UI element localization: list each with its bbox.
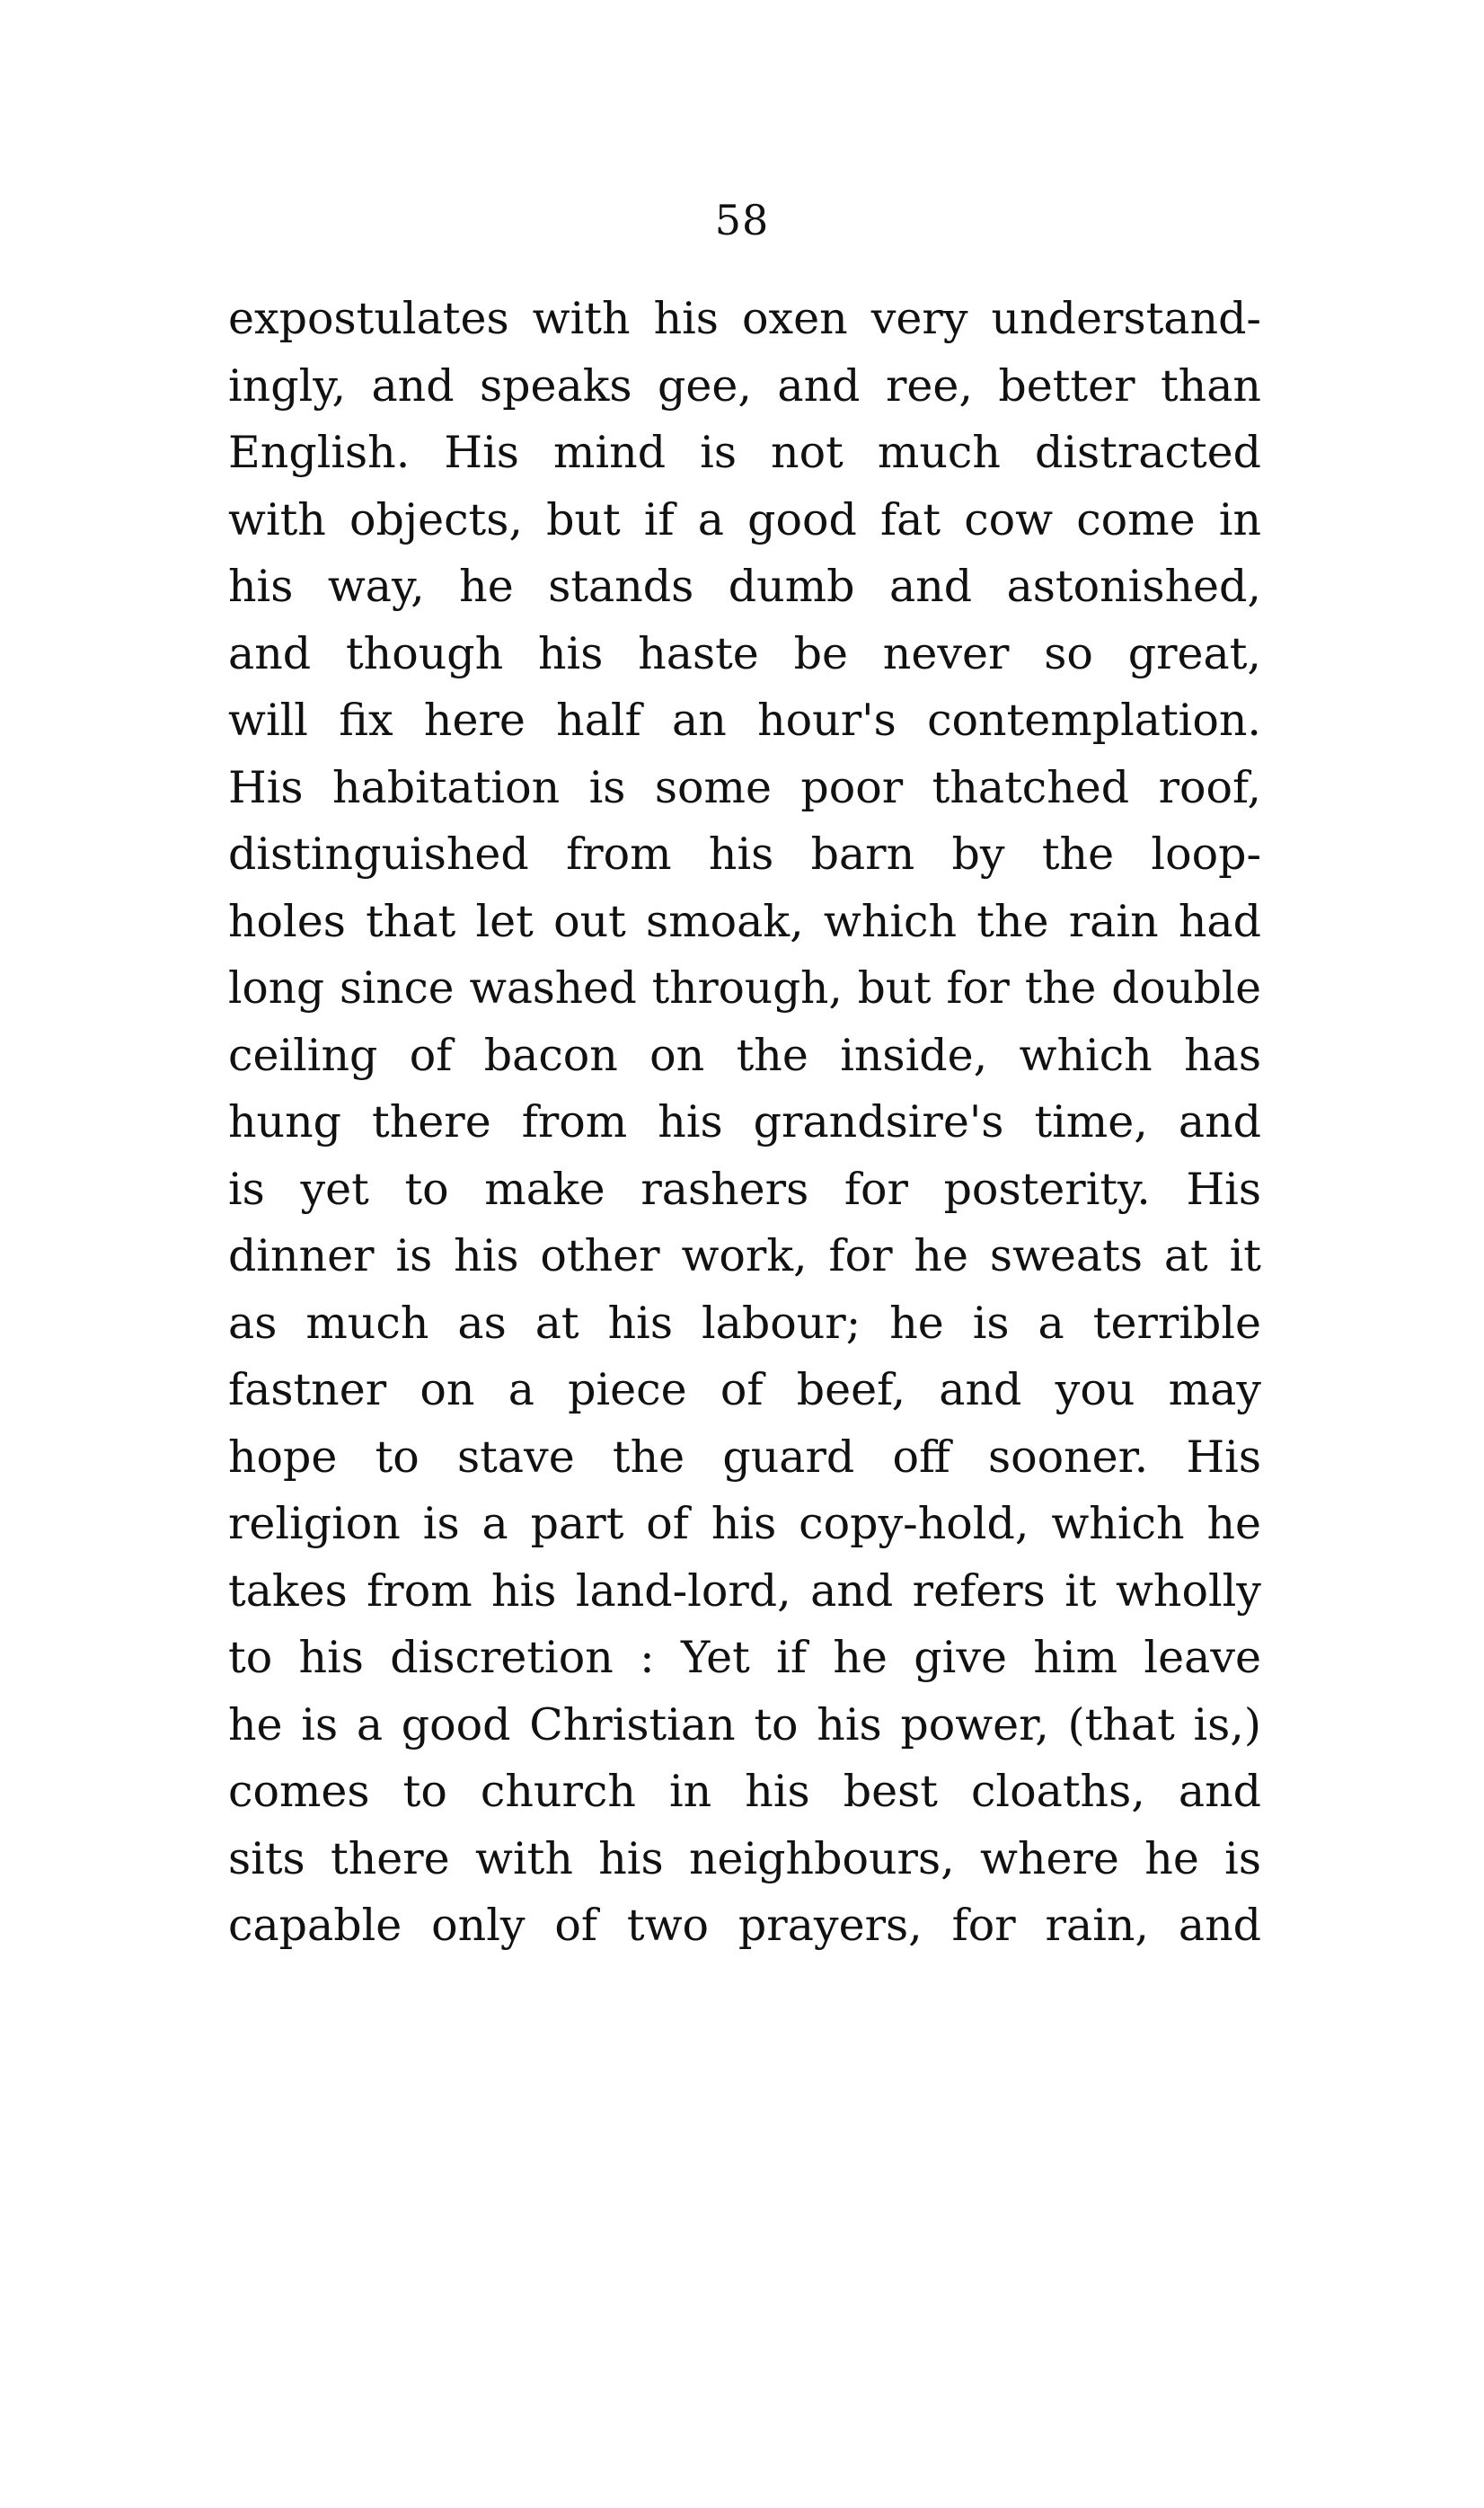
text-line: to his discretion : Yet if he give him leave (228, 1632, 1261, 1683)
text-line: hung there from his grandsire's time, and (228, 1096, 1261, 1148)
text-line: will fix here half an hour's contemplation. (228, 695, 1261, 746)
text-line: long since washed through, but for the double (228, 963, 1261, 1014)
text-line: expostulates with his oxen very understand- (228, 293, 1261, 344)
text-line: he is a good Christian to his power, (that is,) (228, 1698, 1261, 1750)
text-line: distinguished from his barn by the loop- (228, 829, 1261, 880)
text-line: dinner is his other work, for he sweats at it (228, 1230, 1261, 1281)
text-line: with objects, but if a good fat cow come in (228, 493, 1261, 545)
text-line: fastner on a piece of beef, and you may (228, 1364, 1261, 1415)
page-number: 58 (714, 196, 770, 244)
text-line: is yet to make rashers for posterity. His (228, 1163, 1261, 1215)
text-line: as much as at his labour; he is a terrible (228, 1297, 1261, 1349)
text-line: takes from his land-lord, and refers it wholly (228, 1564, 1261, 1617)
text-line: sits there with his neighbours, where he is (228, 1832, 1261, 1884)
body-text (228, 286, 1261, 1960)
text-line: religion is a part of his copy-hold, which he (228, 1498, 1261, 1549)
text-line: English. His mind is not much distracted (228, 427, 1261, 478)
text-line: holes that let out smoak, which the rain had (228, 895, 1261, 947)
text-line: capable only of two prayers, for rain, and (228, 1900, 1261, 1951)
text-line: ingly, and speaks gee, and ree, better than (228, 359, 1261, 412)
text-line: and though his haste be never so great, (228, 627, 1261, 679)
text-line: his way, he stands dumb and astonished, (228, 561, 1261, 612)
text-line: comes to church in his best cloaths, and (228, 1766, 1261, 1817)
text-line: His habitation is some poor thatched roof, (228, 761, 1261, 813)
text-line: hope to stave the guard off sooner. His (228, 1431, 1261, 1483)
text-line: ceiling of bacon on the inside, which has (228, 1029, 1261, 1081)
